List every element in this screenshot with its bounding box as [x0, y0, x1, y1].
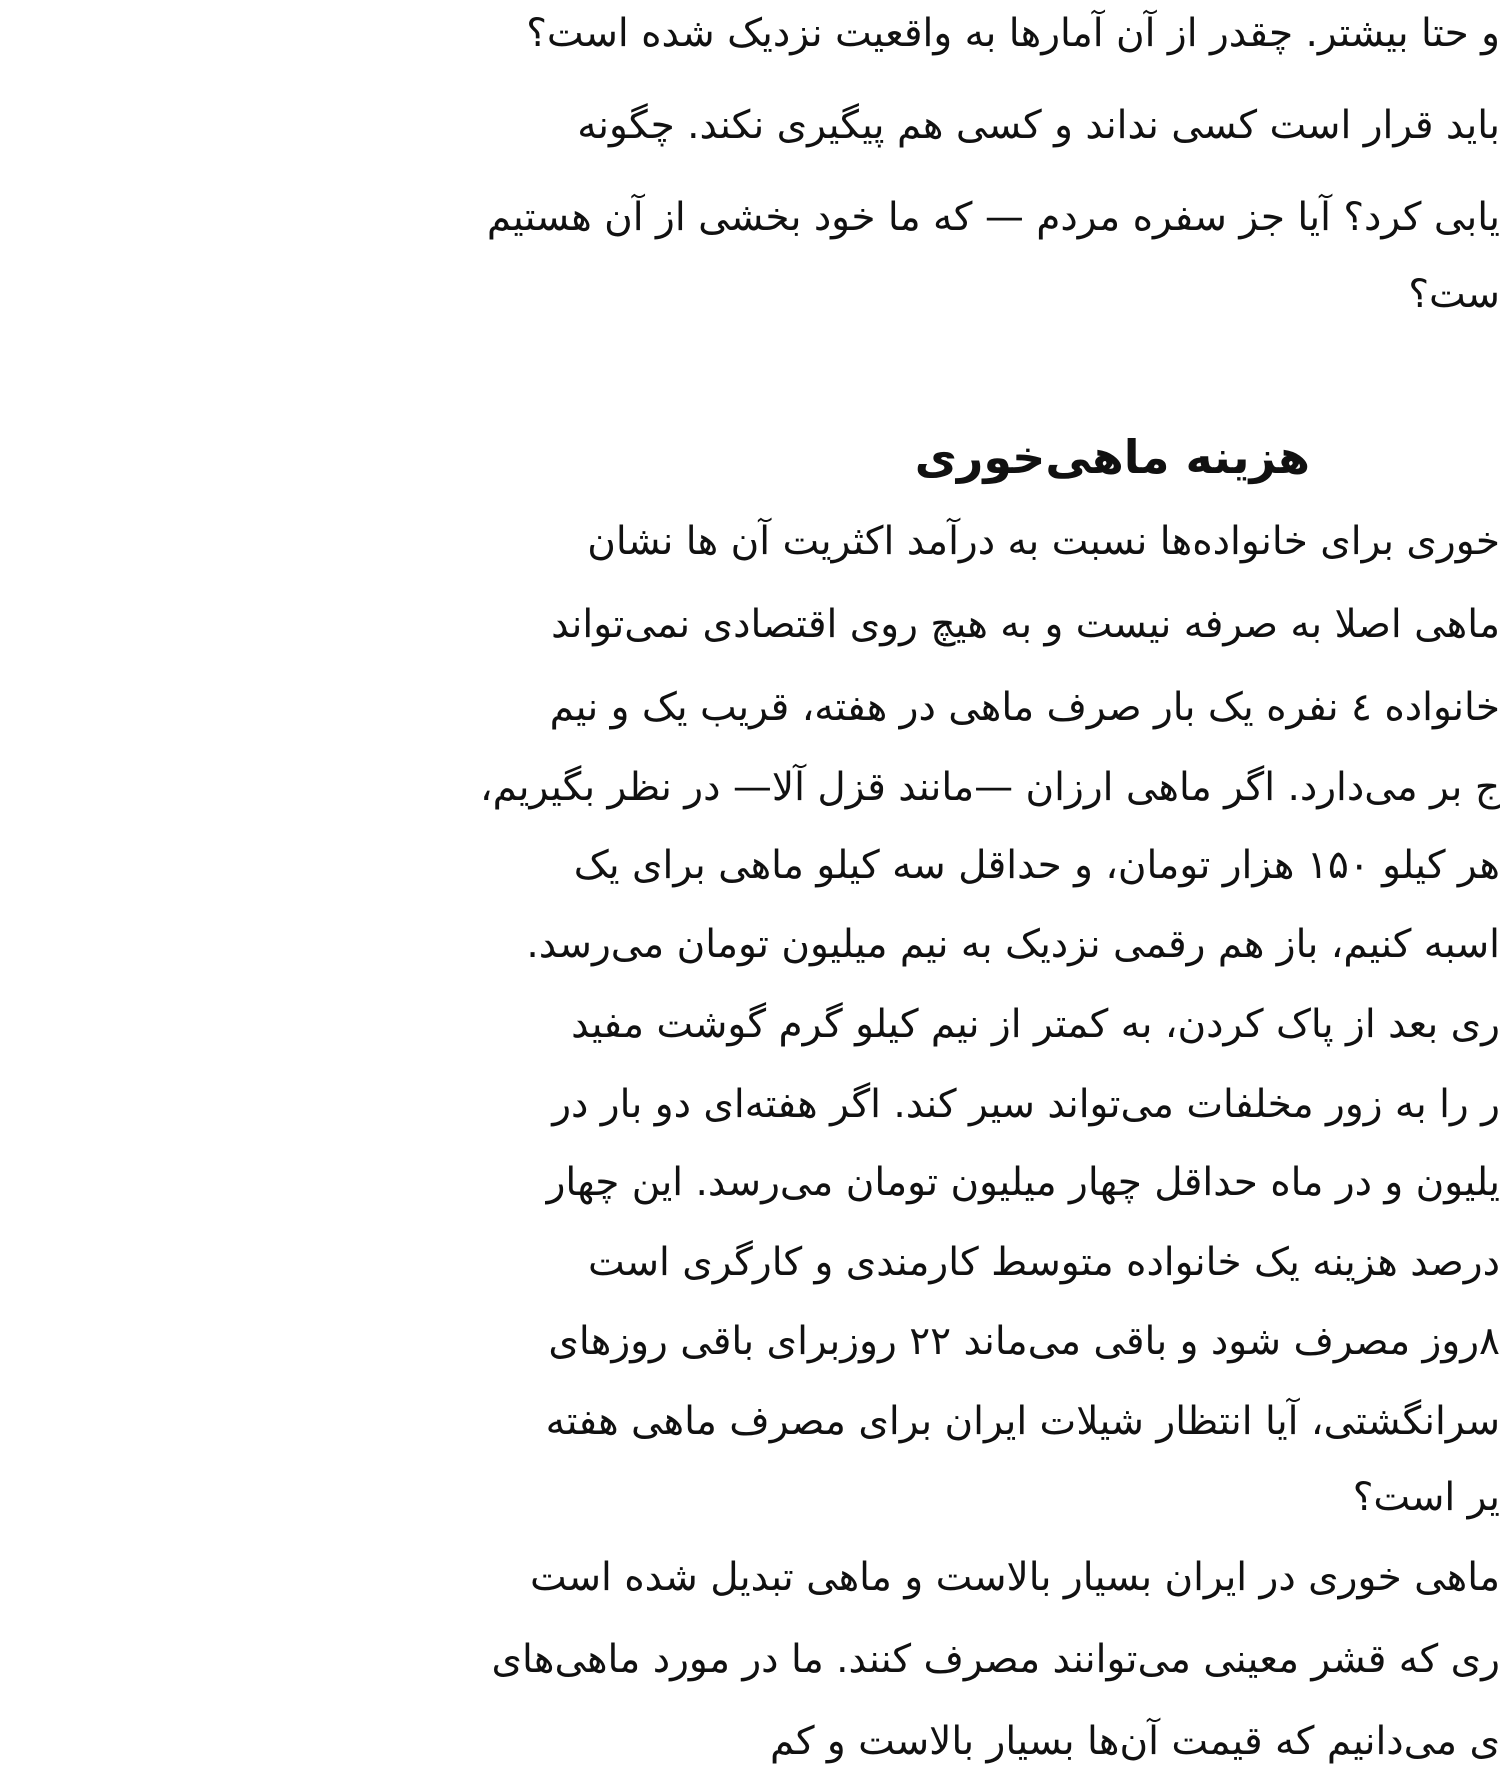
text-line: درصد هزینه یک خانواده متوسط کارمندی و کارگری است [588, 1240, 1500, 1285]
text-line: سرانگشتی، آیا انتظار شیلات ایران برای مصرف ماهی هفته [545, 1399, 1500, 1444]
text-line: ماهی خوری در ایران بسیار بالاست و ماهی تبدیل شده است [530, 1555, 1500, 1600]
text-line: خوری برای خانواده‌ها نسبت به درآمد اکثریت آن ها نشان [587, 519, 1500, 564]
text-line: ج بر می‌دارد. اگر ماهی ارزان —مانند قزل آلا— در نظر بگیریم، [480, 765, 1500, 810]
text-line: هر کیلو ۱۵۰ هزار تومان، و حداقل سه کیلو ماهی برای یک [573, 843, 1500, 888]
text-line: باید قرار است کسی نداند و کسی هم پیگیری نکند. چگونه [577, 103, 1500, 148]
text-line: ی می‌دانیم که قیمت آن‌ها بسیار بالاست و کم [770, 1719, 1500, 1764]
text-line: اسبه کنیم، باز هم رقمی نزدیک به نیم میلیون تومان می‌رسد. [526, 922, 1500, 967]
text-line: ری بعد از پاک کردن، به کمتر از نیم کیلو گرم گوشت مفید [571, 1002, 1500, 1047]
text-line: خانواده ٤ نفره یک بار صرف ماهی در هفته، قریب یک و نیم [549, 685, 1500, 730]
text-line: ر را به زور مخلفات می‌تواند سیر کند. اگر هفته‌ای دو بار در [552, 1082, 1500, 1127]
text-line: ری که قشر معینی می‌توانند مصرف کنند. ما در مورد ماهی‌های [491, 1637, 1500, 1682]
section-heading: هزینه ماهی‌خوری [914, 430, 1310, 484]
text-line: ۸روز مصرف شود و باقی می‌ماند ۲۲ روزبرای باقی روزهای [548, 1319, 1500, 1364]
text-line: یلیون و در ماه حداقل چهار میلیون تومان می‌رسد. این چهار [546, 1160, 1500, 1205]
text-line: یر است؟ [1352, 1475, 1500, 1520]
text-line: و حتا بیشتر. چقدر از آن آمارها به واقعیت نزدیک شده است؟ [526, 11, 1500, 56]
text-line: ماهی اصلا به صرفه نیست و به هیچ روی اقتصادی نمی‌تواند [551, 602, 1500, 647]
text-line: ست؟ [1408, 272, 1500, 317]
text-line: یابی کرد؟ آیا جز سفره مردم — که ما خود بخشی از آن هستیم [486, 195, 1500, 240]
